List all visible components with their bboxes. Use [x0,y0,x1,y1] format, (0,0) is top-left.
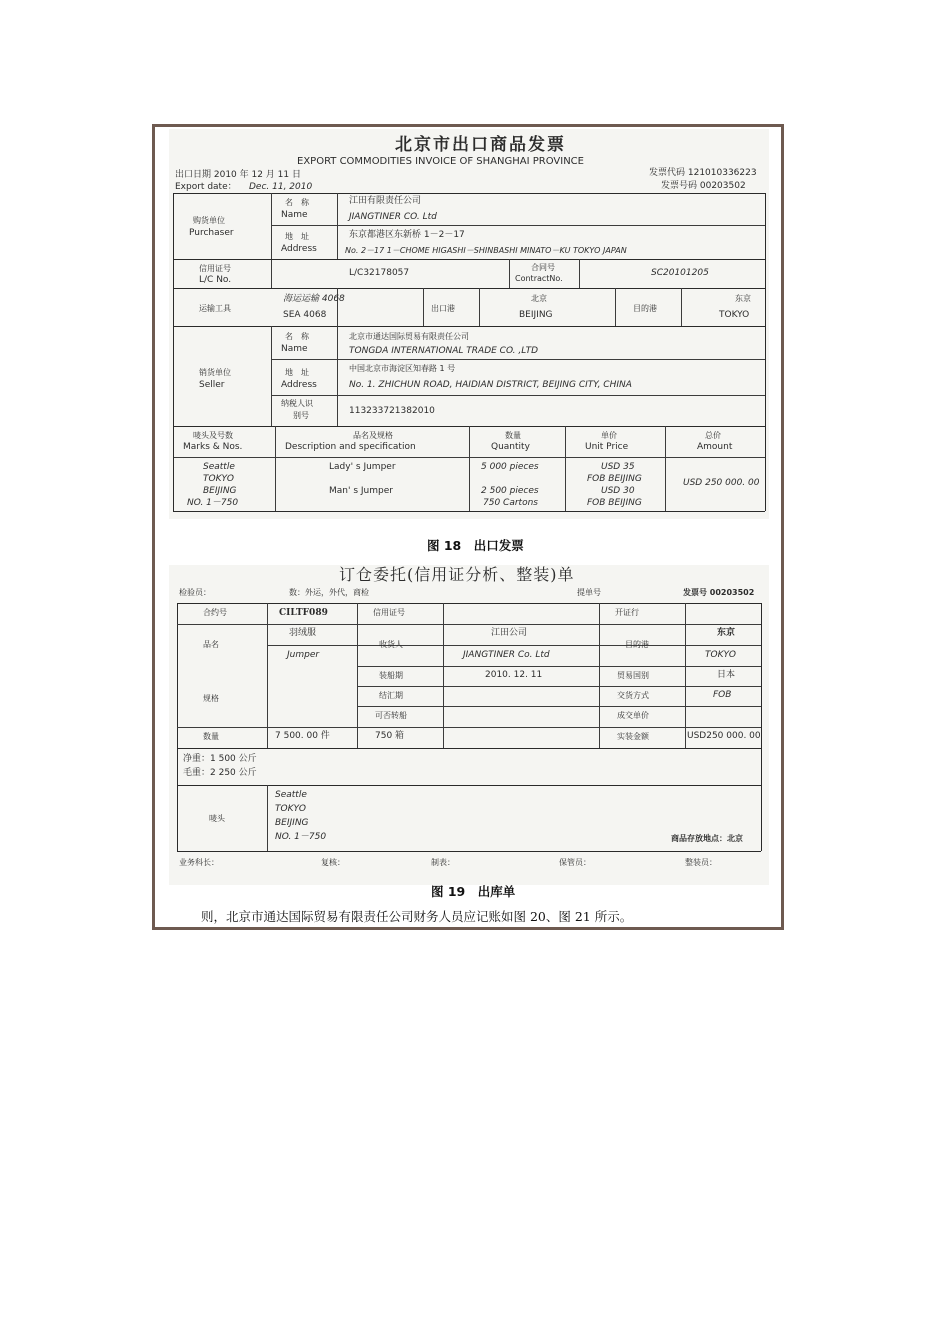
booking-qty-label: 数量 [203,732,219,741]
contract-label-cn: 合同号 [531,263,555,272]
invoice-date-en-value: Dec. 11, 2010 [249,182,313,192]
net-weight: 净重：1 500 公斤 [183,754,257,764]
lc-label-en: L/C No. [199,275,232,285]
purchaser-address-en: No. 2－17 1－CHOME HIGASHI－SHINBASHI MINATO－KU TOKYO JAPAN [345,246,627,255]
consignee-value-en: JIANGTINER Co. Ltd [463,650,550,660]
trade-country-label: 贸易国别 [617,671,649,680]
actual-amount-value: USD250 000. 00 [687,731,761,741]
invoice-mark-line-1: Seattle [203,462,235,472]
issuing-bank-label: 开证行 [615,608,639,617]
seller-address-label-cn: 地 址 [285,368,309,377]
seller-address-en: No. 1. ZHICHUN ROAD, HAIDIAN DISTRICT, BEIJING CITY, CHINA [349,380,632,390]
figure-19-caption: 图 19 出库单 [431,884,516,899]
lc-value: L/C32178057 [349,268,410,278]
contract-no-value: CILTF089 [279,608,328,618]
booking-marks-label: 唛头 [209,814,225,823]
contract-label-en: ContractNo. [515,274,563,283]
booking-mark-line-2: TOKYO [275,804,306,814]
col-amount-en: Amount [697,442,733,452]
col-marks-en: Marks & Nos. [183,442,243,452]
booking-mark-line-3: BEIJING [275,818,309,828]
footer-keeper: 保管员： [559,858,591,867]
invoice-mark-line-2: TOKYO [203,474,234,484]
delivery-label: 交货方式 [617,691,649,700]
bill-number-label: 提单号 [577,588,601,597]
item2-price-line1: USD 30 [601,486,635,496]
item2-price-line2: FOB BEIJING [587,498,642,508]
storage-location: 商品存放地点：北京 [671,834,743,843]
export-port-value-cn: 北京 [531,294,547,303]
actual-amount-label: 实装金额 [617,732,649,741]
seller-label-en: Seller [199,380,225,390]
taxid-label-2: 别号 [293,411,309,420]
footer-packer: 整装员： [685,858,717,867]
footer-business-chief: 业务科长： [179,858,219,867]
invoice-title-cn: 北京市出口商品发票 [395,135,566,155]
col-marks-cn: 唛头及号数 [193,431,233,440]
item1-quantity: 5 000 pieces [481,462,539,472]
item1-price-line1: USD 35 [601,462,635,472]
delivery-value: FOB [713,690,732,700]
cartons: 750 Cartons [483,498,538,508]
booking-dest-value-en: TOKYO [705,650,736,660]
product-value-en: Jumper [287,650,320,660]
shipment-label: 装船期 [379,671,403,680]
col-amount-cn: 总价 [705,431,721,440]
deal-price-label: 成交单价 [617,711,649,720]
footer-review: 复核： [321,858,345,867]
inspector-label: 检验员： [179,588,211,597]
purchaser-name-en: JIANGTINER CO. Ltd [349,212,437,222]
col-desc-en: Description and specification [285,442,416,452]
purchaser-address-label-en: Address [281,244,317,254]
taxid-value: 113233721382010 [349,406,435,416]
invoice-mark-line-4: NO. 1－750 [187,498,239,508]
seller-address-label-en: Address [281,380,317,390]
seller-name-en: TONGDA INTERNATIONAL TRADE CO. ,LTD [349,346,539,356]
seller-address-cn: 中国北京市海淀区知春路 1 号 [349,364,456,373]
purchaser-name-cn: 江田有限责任公司 [349,196,422,206]
seller-name-label-en: Name [281,344,308,354]
transport-value-en: SEA 4068 [283,310,327,320]
booking-title: 订仓委托(信用证分析、整装)单 [339,565,575,584]
export-port-value-en: BEIJING [519,310,553,320]
invoice-date-cn: 出口日期 2010 年 12 月 11 日 [175,170,301,180]
transport-value-cn: 海运运输 4068 [283,294,345,304]
booking-qty-value: 7 500. 00 件 [275,731,330,741]
booking-dest-label: 目的港 [625,640,649,649]
purchaser-address-label-cn: 地 址 [285,232,309,241]
col-price-en: Unit Price [585,442,629,452]
col-price-cn: 单价 [601,431,617,440]
col-qty-cn: 数量 [505,431,521,440]
booking-mark-line-1: Seattle [275,790,307,800]
scanned-documents [169,129,769,885]
contract-no-label: 合约号 [203,608,227,617]
gross-weight: 毛重：2 250 公斤 [183,768,257,778]
purchaser-name-label-cn: 名 称 [285,198,309,207]
lc-label-cn: 信用证号 [199,264,231,273]
invoice-mark-line-3: BEIJING [203,486,237,496]
trade-country-value: 日本 [717,670,736,680]
transport-label-cn: 运输工具 [199,304,231,313]
product-value-cn: 羽绒服 [289,628,317,638]
item2-quantity: 2 500 pieces [481,486,539,496]
spec-label: 规格 [203,694,219,703]
dest-port-label: 目的港 [633,304,657,313]
booking-invoice-number: 发票号 00203502 [683,588,755,597]
booking-lc-label: 信用证号 [373,608,405,617]
transshipment-label: 可否转船 [375,711,407,720]
item1-price-line2: FOB BEIJING [587,474,642,484]
col-desc-cn: 品名及规格 [353,431,393,440]
col-qty-en: Quantity [491,442,530,452]
booking-dest-value-cn: 东京 [717,628,736,638]
booking-cartons-value: 750 箱 [375,731,405,741]
dest-port-value-cn: 东京 [735,294,751,303]
item2-description: Man' s Jumper [329,486,393,496]
settlement-label: 结汇期 [379,691,403,700]
consignee-label: 收货人 [379,640,403,649]
purchaser-label-cn: 购货单位 [193,216,225,225]
booking-mark-line-4: NO. 1－750 [275,832,327,842]
footer-prepared: 制表： [431,858,455,867]
product-label: 品名 [203,640,219,649]
consignee-value-cn: 江田公司 [491,628,528,638]
seller-label-cn: 销货单位 [199,368,231,377]
accounting-note: 则，北京市通达国际贸易有限责任公司财务人员应记账如图 20、图 21 所示。 [201,909,633,924]
purchaser-name-label-en: Name [281,210,308,220]
contract-value: SC20101205 [651,268,709,278]
figure-frame [152,124,784,930]
invoice-code: 发票代码 121010336223 [649,168,757,178]
taxid-label-1: 纳税人识 [281,399,313,408]
dest-port-value-en: TOKYO [719,310,750,320]
invoice-date-en-label: Export date： [175,182,237,192]
seller-name-label-cn: 名 称 [285,332,309,341]
item1-description: Lady' s Jumper [329,462,396,472]
export-port-label: 出口港 [431,304,455,313]
figure-18-caption: 图 18 出口发票 [427,538,524,553]
invoice-title-en: EXPORT COMMODITIES INVOICE OF SHANGHAI PROVINCE [297,156,584,167]
purchaser-address-cn: 东京都港区东新桥 1－2－17 [349,230,465,240]
invoice-number: 发票号码 00203502 [661,181,746,191]
shipment-value: 2010. 12. 11 [485,670,543,680]
invoice-amount: USD 250 000. 00 [683,478,760,488]
seller-name-cn: 北京市通达国际贸易有限责任公司 [349,332,469,341]
inspector-note: 数：外运，外代，商检 [289,588,369,597]
purchaser-label-en: Purchaser [189,228,234,238]
